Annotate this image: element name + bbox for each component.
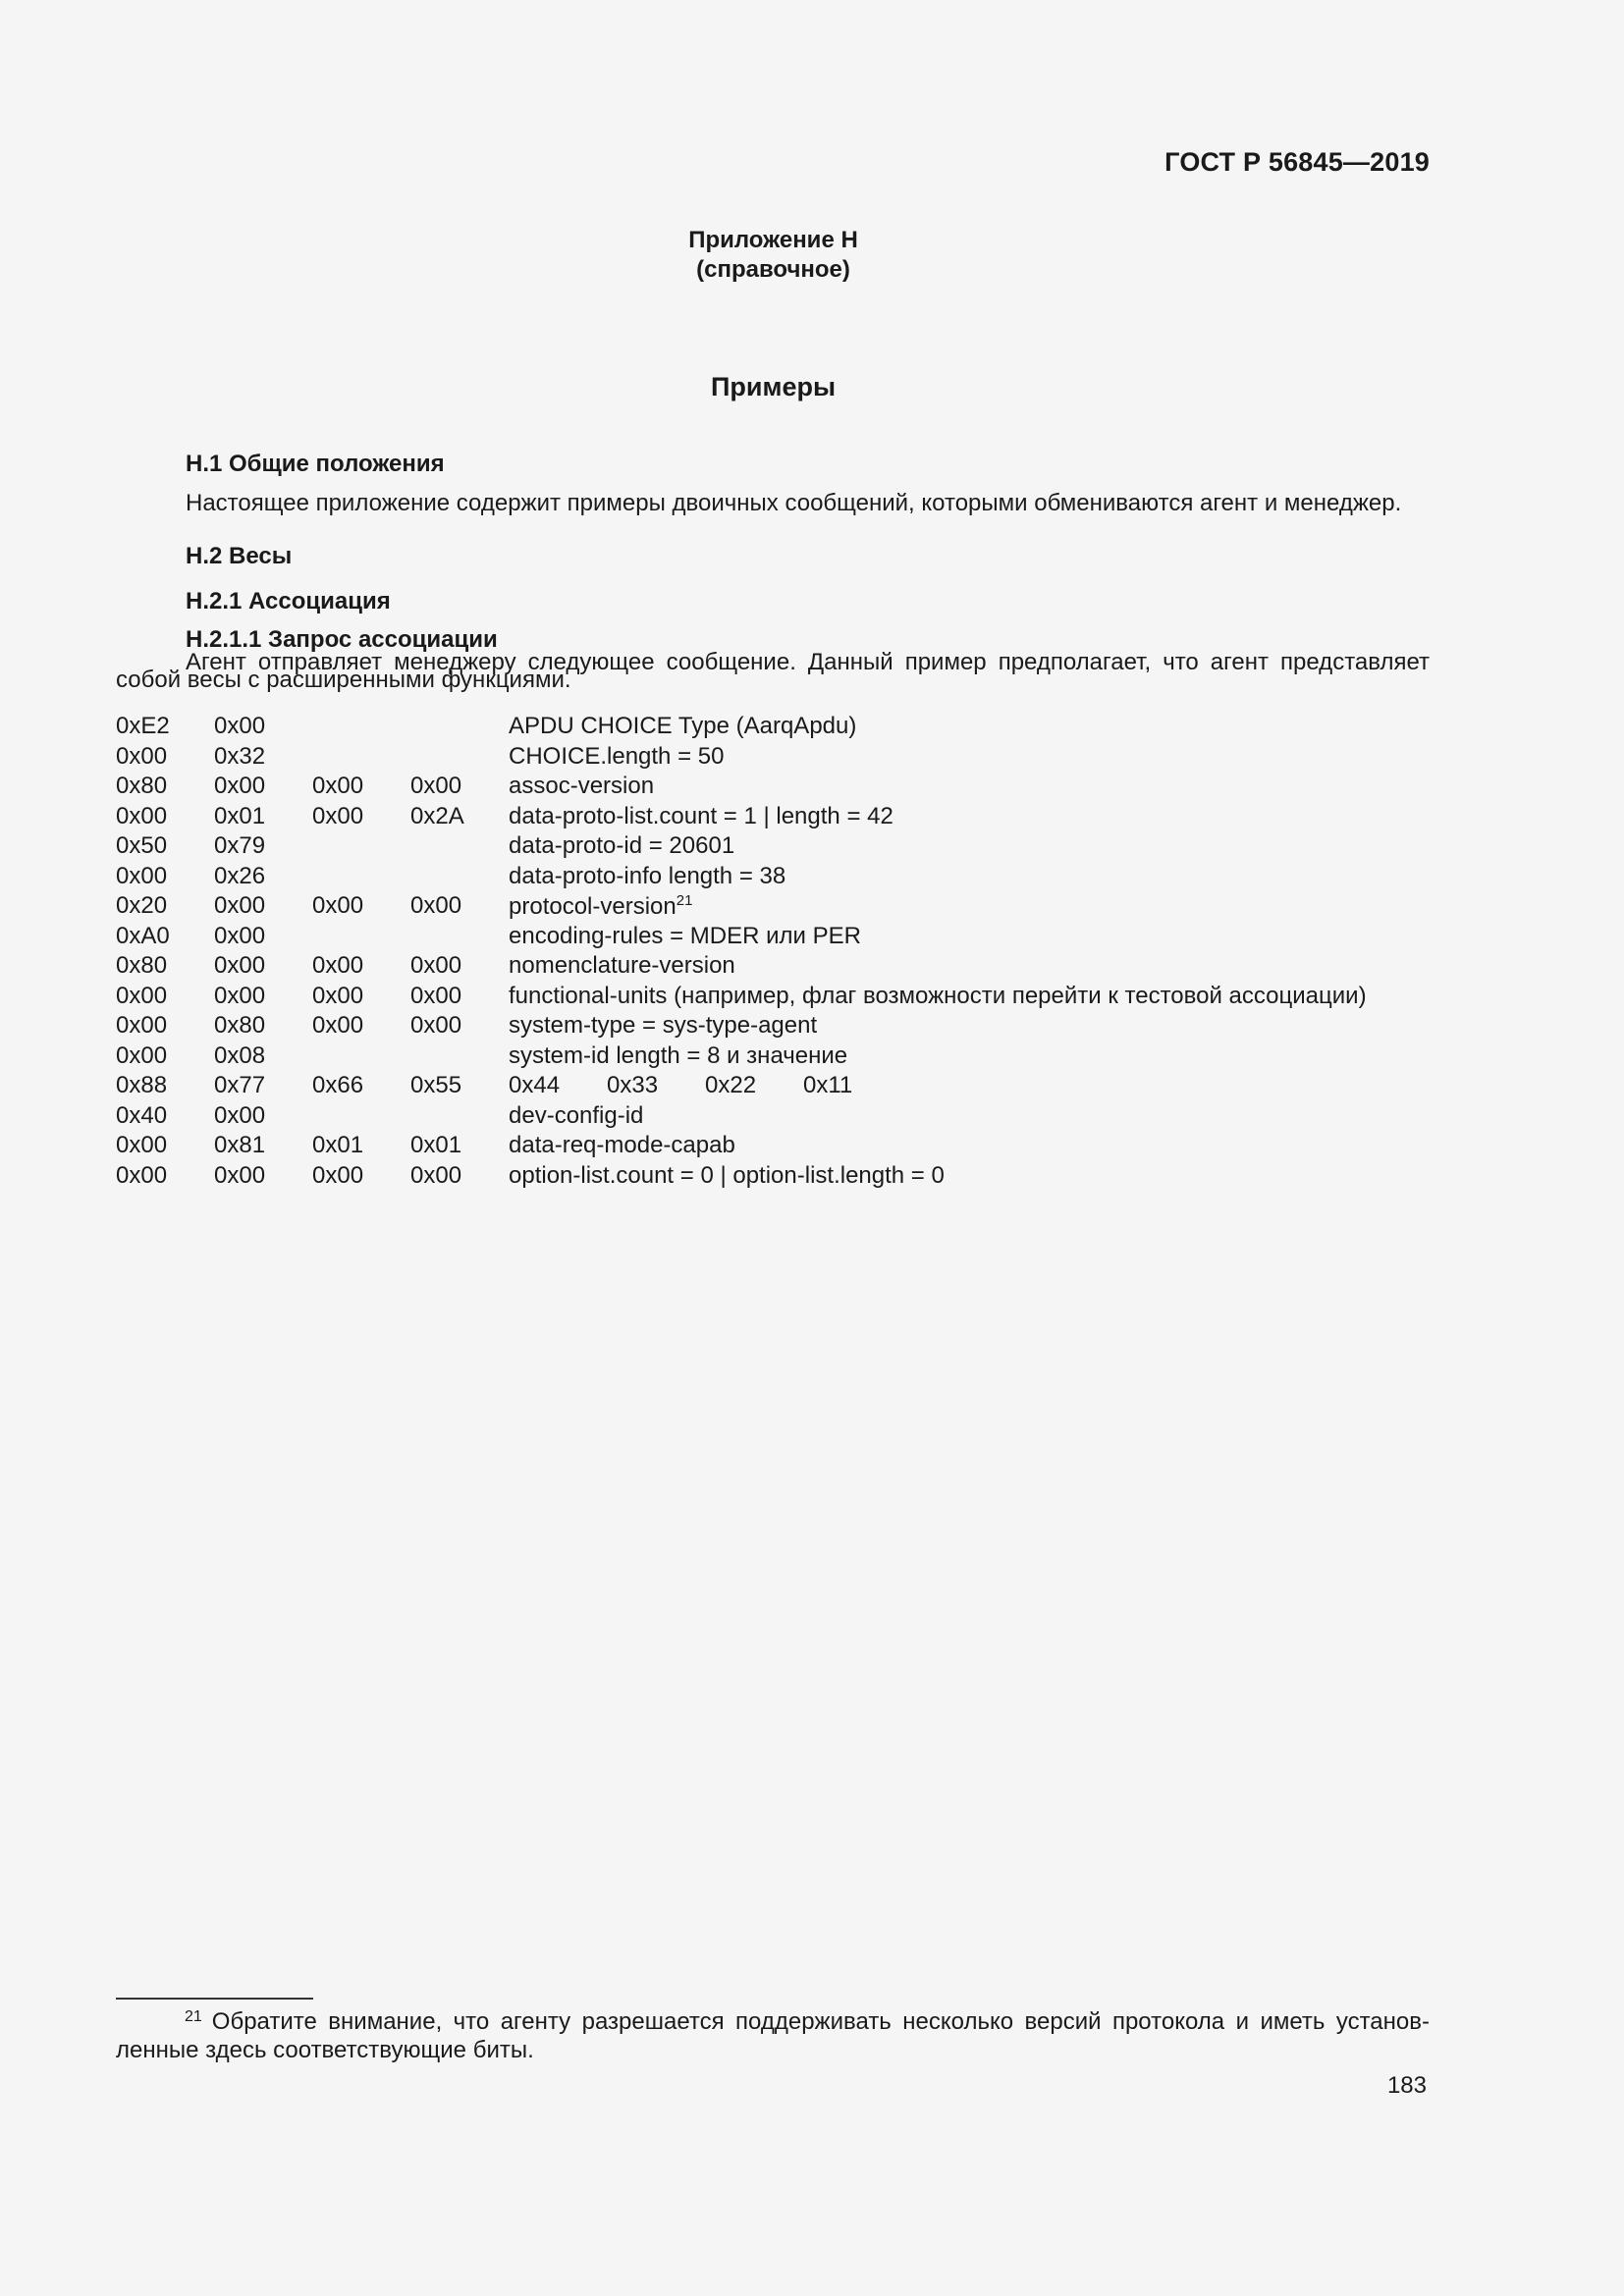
hex-byte: 0x44 — [509, 1072, 561, 1098]
hex-byte: 0x2A — [410, 802, 464, 829]
hex-byte: 0x55 — [410, 1072, 462, 1098]
hex-description-text: encoding-rules = MDER или PER — [509, 922, 861, 949]
hex-description-text: functional-units (например, флаг возможности перейти к тестовой ассоциации) — [509, 982, 1367, 1009]
hex-byte: 0x01 — [312, 1132, 364, 1158]
hex-byte: 0x00 — [214, 713, 266, 739]
hex-description-text: system-id length = 8 и значение — [509, 1041, 848, 1069]
hex-byte: 0x22 — [705, 1072, 757, 1098]
hex-byte: 0x80 — [116, 773, 168, 799]
hex-description-text: option-list.count = 0 | option-list.length = 0 — [509, 1161, 945, 1189]
hex-byte: 0x00 — [116, 742, 168, 770]
hex-byte: 0x00 — [116, 802, 168, 829]
hex-description — [509, 713, 856, 740]
hex-byte: 0x00 — [214, 922, 266, 949]
document-code: ГОСТ Р 56845—2019 — [1164, 147, 1430, 177]
hex-byte: 0x00 — [116, 982, 168, 1009]
hex-description — [509, 1132, 735, 1159]
footnote — [116, 2002, 1430, 2064]
hex-byte: 0x33 — [607, 1072, 659, 1098]
hex-byte: 0x40 — [116, 1101, 168, 1129]
hex-byte: 0x00 — [116, 1041, 168, 1069]
hex-description — [509, 923, 861, 950]
annex-heading — [0, 226, 1546, 285]
hex-byte: 0x00 — [410, 952, 462, 979]
hex-byte: 0x50 — [116, 832, 168, 859]
section-h21-heading: Н.2.1 Ассоциация — [186, 588, 391, 614]
hex-byte: 0x01 — [214, 802, 266, 829]
intro-line-2: собой весы с расширенными функциями. — [116, 667, 571, 693]
hex-description — [509, 892, 692, 921]
hex-description — [509, 1102, 643, 1130]
hex-byte: 0x00 — [410, 982, 462, 1009]
hex-byte: 0x00 — [116, 1132, 168, 1158]
hex-byte: 0x00 — [410, 773, 462, 799]
hex-description-text: data-proto-info length = 38 — [509, 862, 786, 889]
section-h1-text: Настоящее приложение содержит примеры двоичных сообщений, которыми обмениваются агент и менеджер. — [186, 490, 1402, 516]
hex-description-text: data-req-mode-capab — [509, 1132, 735, 1158]
hex-byte: 0x81 — [214, 1132, 266, 1158]
hex-byte: 0x00 — [116, 1161, 168, 1189]
hex-byte: 0x00 — [410, 1012, 462, 1039]
hex-byte: 0x11 — [803, 1072, 853, 1098]
hex-byte: 0x32 — [214, 742, 266, 770]
hex-byte: 0xE2 — [116, 713, 170, 739]
annex-title: Приложение Н — [688, 227, 858, 253]
hex-byte: 0x00 — [214, 892, 266, 919]
hex-byte: 0x77 — [214, 1072, 266, 1098]
footnote-reference: 21 — [676, 892, 693, 909]
hex-byte: 0x00 — [214, 1101, 266, 1129]
footnote-mark: 21 — [185, 2008, 202, 2025]
hex-byte: 0x00 — [214, 982, 266, 1009]
annex-subtitle: (справочное) — [696, 256, 850, 283]
hex-byte: 0x00 — [312, 773, 364, 799]
hex-byte: 0x20 — [116, 892, 168, 919]
hex-byte: 0x01 — [410, 1132, 462, 1158]
hex-byte: 0x00 — [214, 1161, 266, 1189]
hex-byte: 0x00 — [312, 892, 364, 919]
examples-title: Примеры — [710, 372, 837, 401]
hex-description — [509, 773, 654, 800]
hex-description — [509, 803, 893, 830]
hex-byte: 0x00 — [214, 773, 266, 799]
hex-description — [509, 1162, 945, 1190]
hex-description-text: APDU CHOICE Type (AarqApdu) — [509, 713, 857, 739]
hex-byte: 0x66 — [312, 1072, 364, 1098]
section-h1-heading: Н.1 Общие положения — [186, 451, 445, 477]
hex-byte: 0x00 — [410, 1161, 462, 1189]
hex-byte: 0xA0 — [116, 922, 170, 949]
hex-byte: 0x00 — [312, 1012, 364, 1039]
section-h211-heading: Н.2.1.1 Запрос ассоциации — [186, 626, 498, 653]
footnote-text-1: Обратите внимание, что агенту разрешается поддерживать несколько версий протокола и иметь установ- — [211, 2008, 1430, 2035]
hex-description — [509, 863, 785, 890]
hex-description-text: system-type = sys-type-agent — [509, 1012, 818, 1039]
hex-byte: 0x00 — [214, 952, 266, 979]
hex-description — [509, 952, 735, 980]
hex-description — [509, 832, 734, 860]
hex-byte: 0x00 — [312, 982, 364, 1009]
hex-byte: 0x79 — [214, 832, 266, 859]
footnote-line-2: ленные здесь соответствующие биты. — [116, 2037, 534, 2063]
hex-description-text: protocol-version — [509, 893, 677, 920]
hex-byte: 0x00 — [312, 1161, 364, 1189]
hex-byte: 0x00 — [312, 802, 364, 829]
hex-byte: 0x26 — [214, 862, 266, 889]
footnote-line-1 — [116, 2002, 1430, 2036]
hex-description-text: CHOICE.length = 50 — [509, 742, 725, 770]
hex-description-text: data-proto-id = 20601 — [509, 832, 735, 859]
page-number: 183 — [1386, 2072, 1427, 2099]
hex-byte: 0x00 — [116, 1012, 168, 1039]
hex-description-text: nomenclature-version — [509, 952, 735, 979]
hex-description — [509, 743, 724, 771]
section-h211-text — [116, 649, 1430, 693]
intro-line-1: Агент отправляет менеджеру следующее сообщение. Данный пример предполагает, что агент представляет — [186, 649, 1430, 675]
hex-byte: 0x88 — [116, 1072, 168, 1098]
hex-byte: 0x08 — [214, 1041, 266, 1069]
hex-byte: 0x80 — [116, 952, 168, 979]
hex-description — [509, 983, 1367, 1010]
hex-description-text: assoc-version — [509, 773, 655, 799]
hex-byte: 0x00 — [116, 862, 168, 889]
hex-byte: 0x00 — [312, 952, 364, 979]
hex-description — [509, 1012, 817, 1040]
hex-description-text: data-proto-list.count = 1 | length = 42 — [509, 802, 893, 829]
hex-description-text: dev-config-id — [509, 1101, 644, 1129]
section-h2-heading: Н.2 Весы — [186, 543, 293, 569]
hex-description — [509, 1042, 847, 1070]
hex-byte: 0x00 — [410, 892, 462, 919]
footnote-divider — [116, 1998, 313, 2000]
hex-byte: 0x80 — [214, 1012, 266, 1039]
